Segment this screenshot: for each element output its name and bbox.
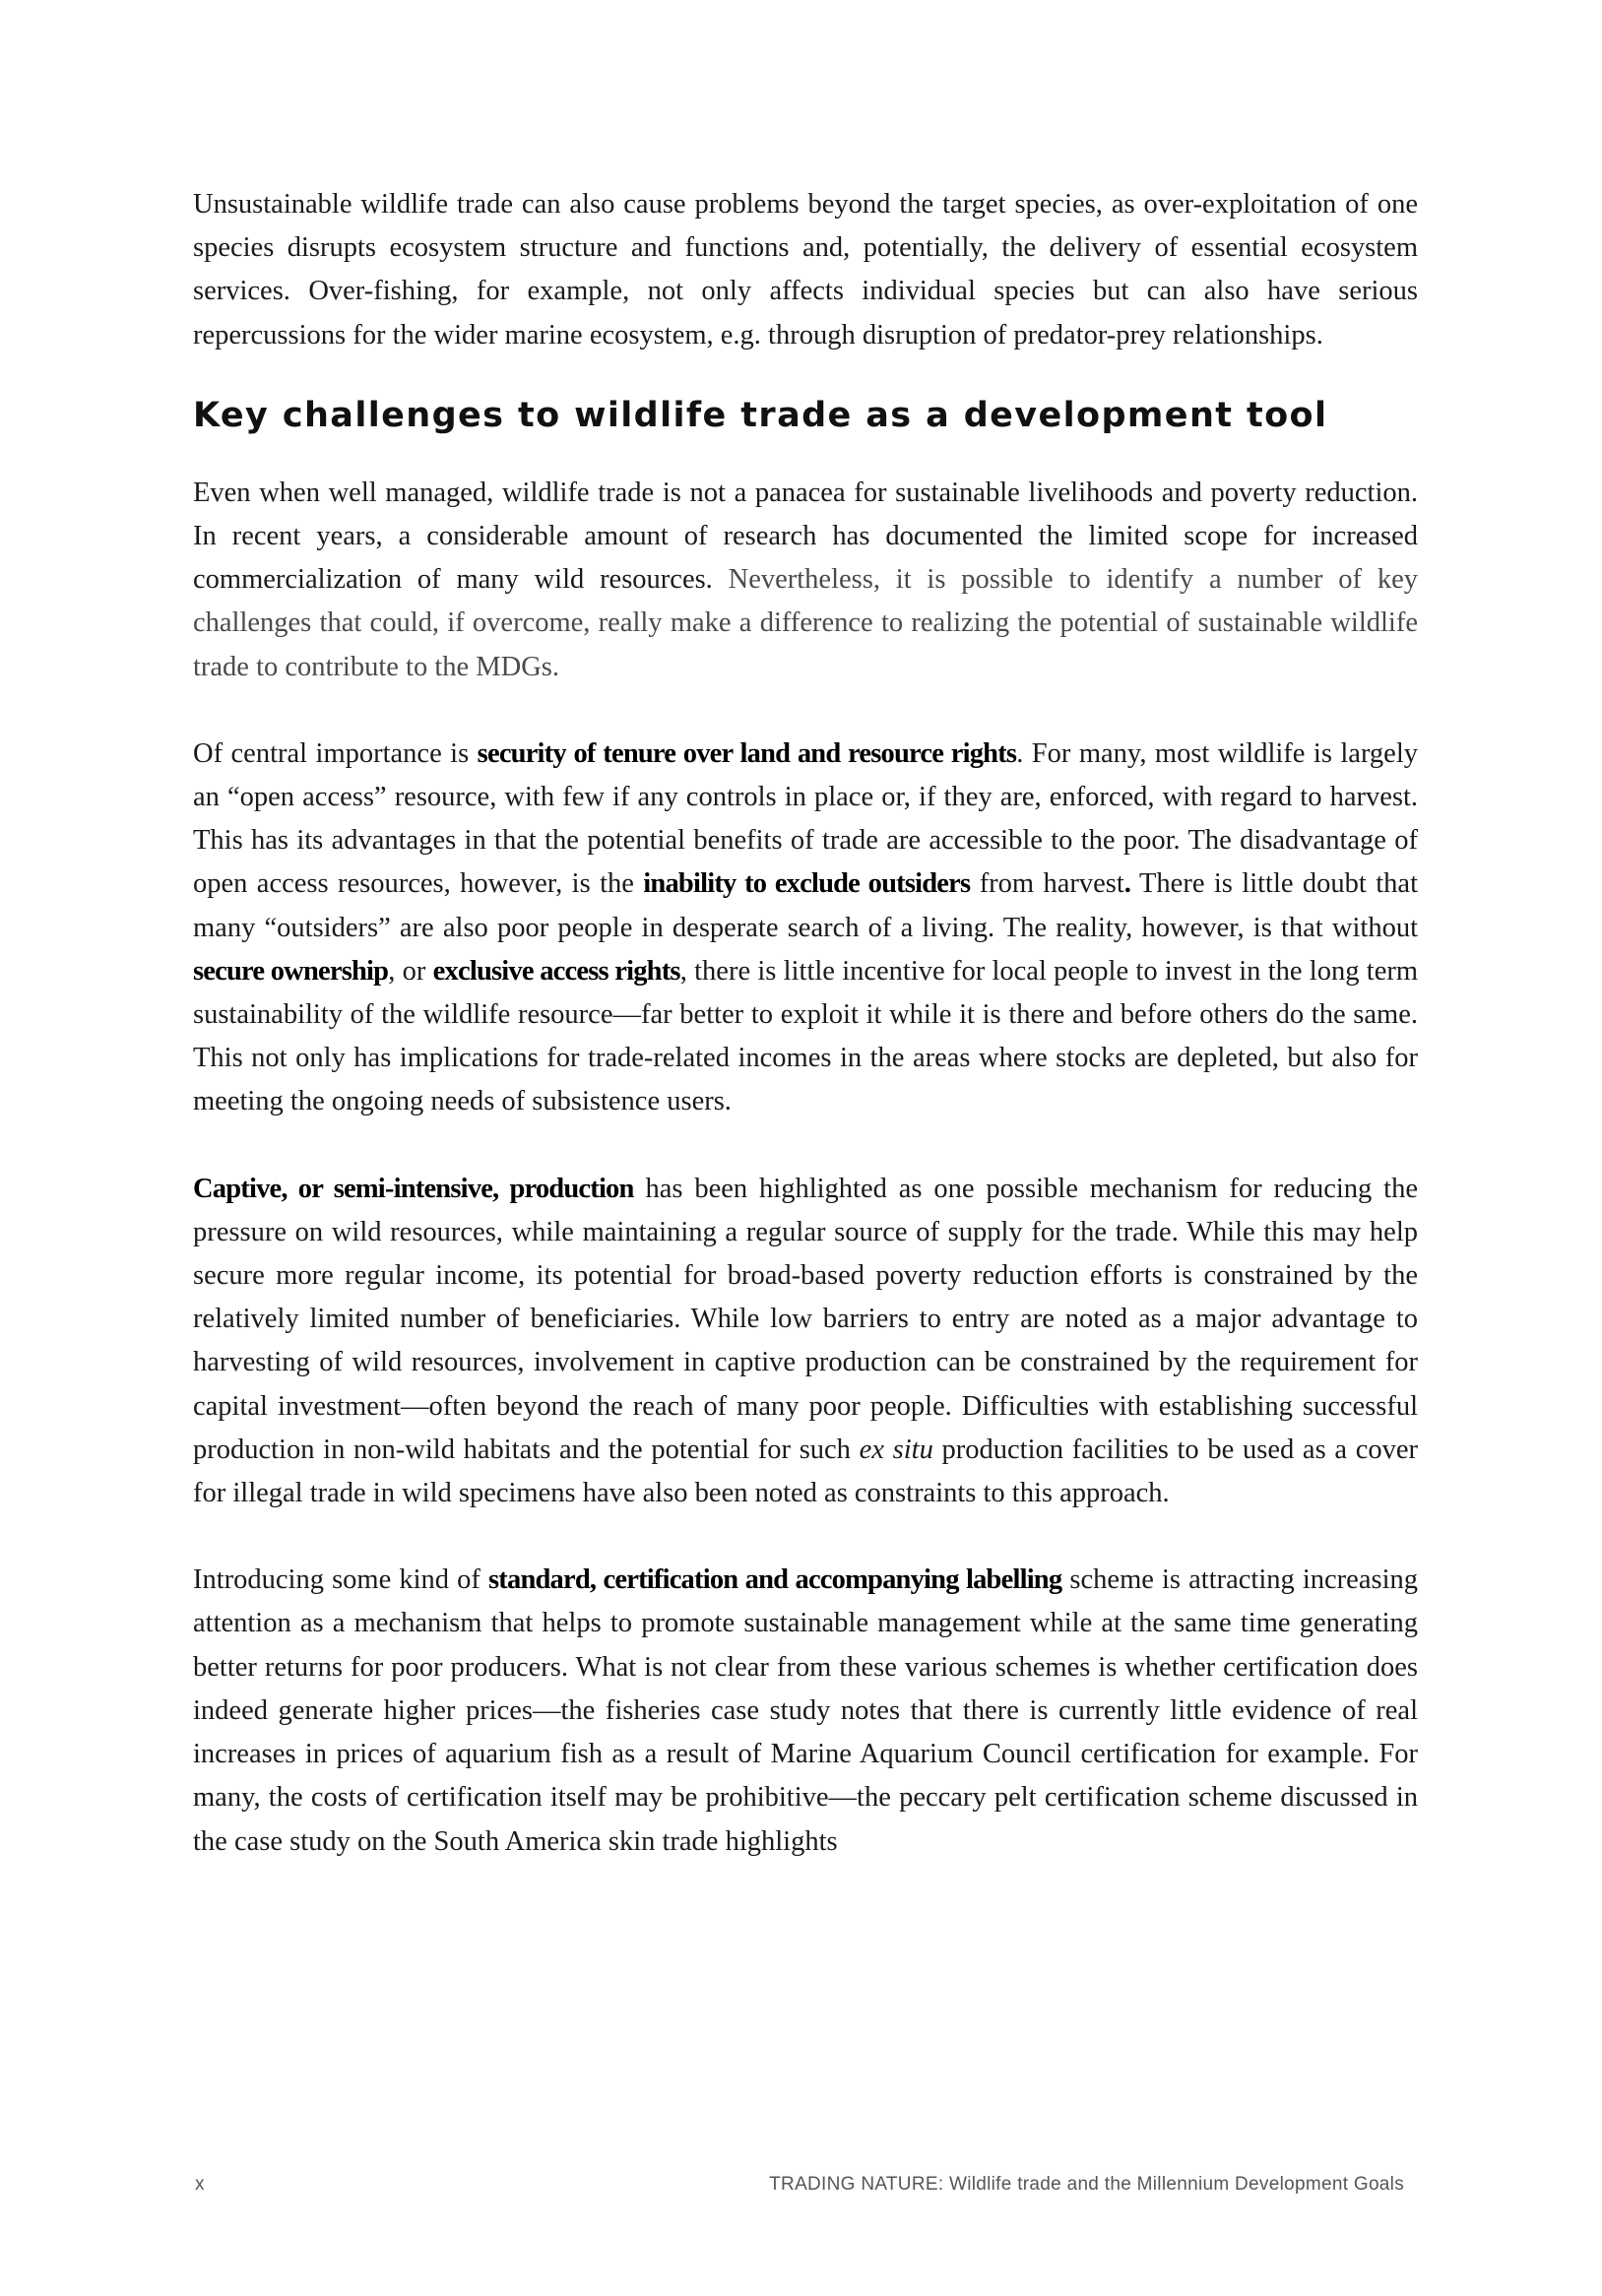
- paragraph-key-challenges-intro: [193, 472, 1418, 689]
- text-run: , there is little incentive for local people to invest in the long term sustainability of the wildlife resource—far better to exploit it while it is there and before others do the same. This not only has implications for trade-related incomes in the areas where stocks are depleted, but also for meeting the ongoing needs of subsistence users.: [193, 955, 1418, 1117]
- intro-text-grey: Nevertheless, it is possible to identify a number of key challenges that could, if overcome, really make a difference to realizing the potential of sustainable wildlife trade to contribute to the MDGs.: [193, 564, 1419, 682]
- keyword-exclusive-access: exclusive access rights: [432, 955, 680, 987]
- keyword-certification: standard, certification and accompanying labelling: [488, 1564, 1062, 1596]
- italic-ex-situ: ex situ: [859, 1434, 933, 1465]
- paragraph-tenure-security: [193, 733, 1418, 1124]
- paragraph-ecosystem-impacts: Unsustainable wildlife trade can also cause problems beyond the target species, as over-exploitation of one species disrupts ecosystem structure and functions and, potentially, the delivery of essential ecosystem services. Over-fishing, for example, not only affects individual species but can also have serious repercussions for the wider marine ecosystem, e.g. through disruption of predator-prey relationships.: [193, 189, 1418, 351]
- text-run: Introducing some kind of: [193, 1564, 489, 1596]
- text-run: There is little doubt that many “outsiders” are also poor people in desperate search of a living. The reality, however, is that without: [193, 868, 1418, 943]
- text-run: production facilities to be used as a cover for illegal trade in wild specimens have also been noted as constraints to this approach.: [193, 1434, 1418, 1509]
- page-number: x: [195, 2174, 205, 2195]
- text-run: . For many, most wildlife is largely an “open access” resource, with few if any controls in place or, if they are, enforced, with regard to harvest. This has its advantages in that the potential benefits of trade are accessible to the poor. The disadvantage of open access resources, however, is the: [193, 737, 1418, 900]
- keyword-captive-production: Captive, or semi-intensive, production: [193, 1173, 634, 1204]
- page-footer: [193, 2174, 1418, 2203]
- text-run: scheme is attracting increasing attention as a mechanism that helps to promote sustainable management while at the same time generating better returns for poor producers. What is not clear from these various schemes is whether certification does indeed generate higher prices—the fisheries case study notes that there is currently little evidence of real increases in prices of aquarium fish as a result of Marine Aquarium Council certification for example. For many, the costs of certification itself may be prohibitive—the peccary pelt certification scheme discussed in the case study on the South America skin trade highlights: [193, 1564, 1418, 1857]
- text-run: Of central importance is: [193, 737, 478, 769]
- text-run: from harvest: [970, 868, 1124, 900]
- paragraph-captive-production: [193, 1168, 1418, 1516]
- running-title: TRADING NATURE: Wildlife trade and the Millennium Development Goals: [769, 2174, 1404, 2195]
- keyword-exclude-outsiders: inability to exclude outsiders: [643, 868, 971, 900]
- main-text-column: [193, 183, 1418, 1864]
- text-run: has been highlighted as one possible mechanism for reducing the pressure on wild resources, while maintaining a regular source of supply for the trade. While this may help secure more regular income, its potential for broad-based poverty reduction efforts is constrained by the relatively limited number of beneficiaries. While low barriers to entry are noted as a major advantage to harvesting of wild resources, involvement in captive production can be constrained by the requirement for capital investment—often beyond the reach of many poor people. Difficulties with establishing successful production in non-wild habitats and the potential for such: [193, 1173, 1418, 1465]
- section-heading: Key challenges to wildlife trade as a development tool: [193, 395, 1328, 435]
- paragraph-certification: [193, 1559, 1418, 1863]
- intro-text: Even when well managed, wildlife trade is not a panacea for sustainable livelihoods and poverty reduction. In recent years, a considerable amount of research has documented the limited scope for increased commercialization of many wild resources.: [193, 477, 1418, 596]
- text-run: , or: [388, 955, 433, 987]
- keyword-secure-ownership: secure ownership: [193, 955, 389, 987]
- keyword-tenure-security: security of tenure over land and resource rights: [477, 737, 1017, 769]
- keyword-period: .: [1123, 868, 1131, 900]
